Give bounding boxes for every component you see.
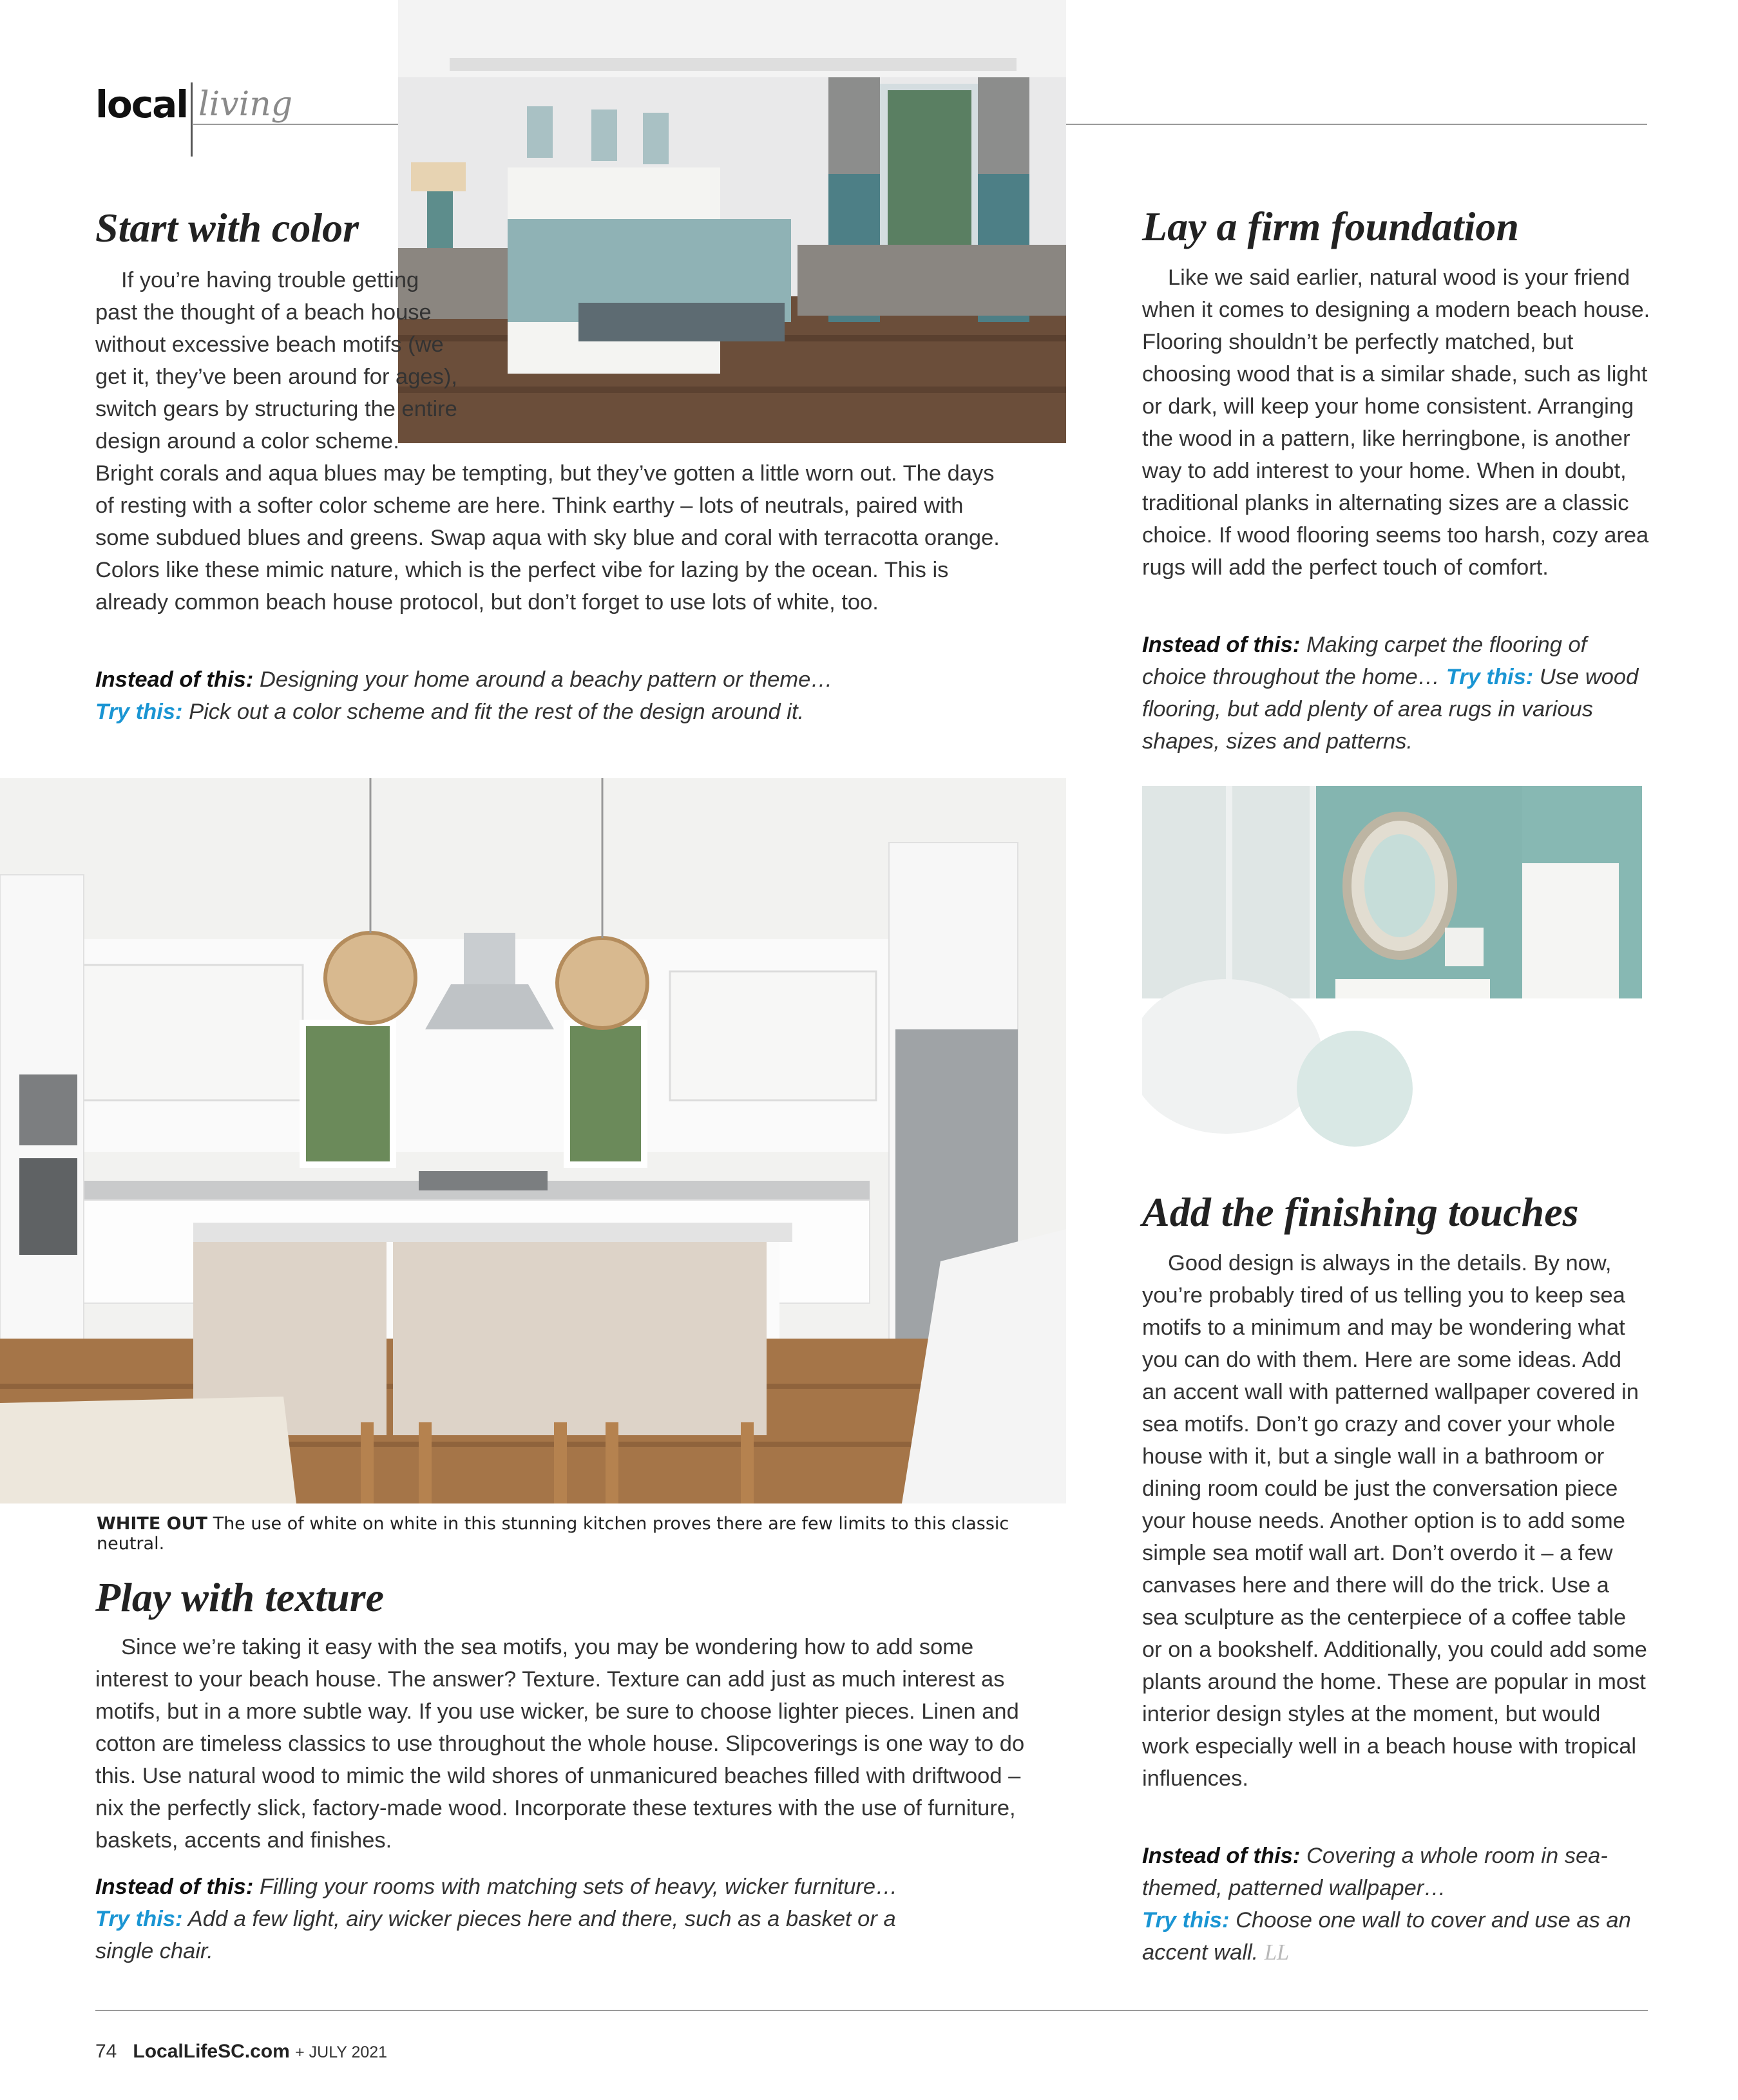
heading-start-with-color: Start with color — [95, 205, 359, 251]
color-body-column — [95, 264, 1010, 618]
instead-text: Making carpet the flooring of choice throughout the home… — [1142, 633, 1587, 689]
aqua-bedroom-photo — [1142, 786, 1642, 1167]
heading-play-with-texture: Play with texture — [95, 1574, 384, 1620]
instead-label: Instead of this: — [95, 667, 254, 692]
try-text: Choose one wall to cover and use as an accent wall. — [1142, 1908, 1631, 1965]
masthead-divider — [191, 82, 193, 157]
end-mark: LL — [1264, 1940, 1290, 1965]
foundation-tip — [1142, 629, 1651, 758]
text-wrap-float — [461, 264, 1019, 443]
texture-body: Since we’re taking it easy with the sea motifs, you may be wondering how to add some interest to your beach house. The answer? Texture. Texture can add just as much interest as motifs, but in a more subtle way. If you use wicker, be sure to choose lighter pieces. Linen and cotton are timeless classics to use throughout the whole house. Slipcoverings is one way to do this. Use natural wood to mimic the wild shores of unmanicured beaches filled with driftwood – nix the perfectly slick, factory-made wood. Incorporate these textures with the use of furniture, baskets, accents and finishes. — [95, 1635, 1025, 1853]
try-label: Try this: — [1142, 1908, 1230, 1933]
instead-label: Instead of this: — [1142, 633, 1301, 657]
header-rule-right — [1066, 124, 1647, 125]
finishing-tip — [1142, 1840, 1648, 1969]
try-text: Use wood flooring, but add plenty of area rugs in various shapes, sizes and patterns. — [1142, 665, 1639, 754]
footer-issue: + JULY 2021 — [295, 2043, 388, 2061]
heading-lay-a-firm-foundation: Lay a firm foundation — [1142, 204, 1519, 249]
brand-living: living — [198, 85, 293, 124]
instead-label: Instead of this: — [1142, 1844, 1301, 1868]
kitchen-photo — [0, 778, 1066, 1503]
try-label: Try this: — [1446, 665, 1534, 689]
footer — [95, 2041, 387, 2063]
color-body: If you’re having trouble getting past the thought of a beach house without excessive beach motifs (we get it, they’ve been around for ages), switch gears by structuring the entire design around a color scheme. Bright corals and aqua blues may be tempting, but they’ve gotten a little worn out. The days of resting with a softer color scheme are here. Think earthy – lots of neutrals, paired with some subdued blues and greens. Swap aqua with sky blue and coral with terracotta orange. Colors like these mimic nature, which is the perfect vibe for lazing by the ocean. This is already common beach house protocol, but don’t forget to use lots of white, too. — [95, 268, 1000, 615]
caption-label: WHITE OUT — [97, 1514, 207, 1534]
try-label: Try this: — [95, 1907, 183, 1931]
try-text: Pick out a color scheme and fit the rest of the design around it. — [189, 700, 805, 724]
footer-site-link[interactable]: LocalLifeSC.com — [133, 2041, 290, 2062]
brand-local: local — [95, 82, 188, 126]
caption-text: The use of white on white in this stunning kitchen proves there are few limits to this classic neutral. — [97, 1514, 1009, 1554]
color-instead — [95, 663, 1010, 728]
page-number: 74 — [95, 2041, 117, 2062]
heading-add-the-finishing-touches: Add the finishing touches — [1142, 1189, 1579, 1235]
masthead — [95, 76, 398, 160]
instead-text: Covering a whole room in sea-themed, patterned wallpaper… — [1142, 1844, 1608, 1900]
finishing-body: Good design is always in the details. By now, you’re probably tired of us telling you to keep sea motifs to a minimum and may be wondering what you can do with them. Here are some ideas. Add an accent wall with patterned wallpaper covered in sea motifs. Don’t go crazy and cover your whole house with it, but a single wall in a bathroom or dining room could be just the conversation piece your house needs. Another option is to add some simple sea motif wall art. Don’t overdo it – a few canvases here and there will do the trick. Use a sea sculpture as the centerpiece of a coffee table or on a bookshelf. Additionally, you could add some plants around the home. These are popular in most interior design styles at the moment, but would work especially well in a beach house with tropical influences. — [1142, 1251, 1647, 1791]
footer-rule — [95, 2010, 1648, 2011]
texture-tip — [95, 1871, 952, 1967]
instead-label: Instead of this: — [95, 1875, 254, 1899]
try-label: Try this: — [95, 700, 183, 724]
instead-text: Filling your rooms with matching sets of heavy, wicker furniture… — [259, 1875, 898, 1899]
foundation-body: Like we said earlier, natural wood is your friend when it comes to designing a modern beach house. Flooring shouldn’t be perfectly matched, but choosing wood that is a similar shade, such as light or dark, will keep your home consistent. Arranging the wood in a pattern, like herringbone, is another way to add interest to your home. When in doubt, traditional planks in alternating sizes are a classic choice. If wood flooring seems too harsh, cozy area rugs will add the perfect touch of comfort. — [1142, 265, 1650, 580]
photo-caption — [97, 1514, 1063, 1554]
try-text: Add a few light, airy wicker pieces here and there, such as a basket or a single chair. — [95, 1907, 896, 1963]
header-rule-left — [193, 124, 398, 125]
instead-text: Designing your home around a beachy pattern or theme… — [259, 667, 833, 692]
